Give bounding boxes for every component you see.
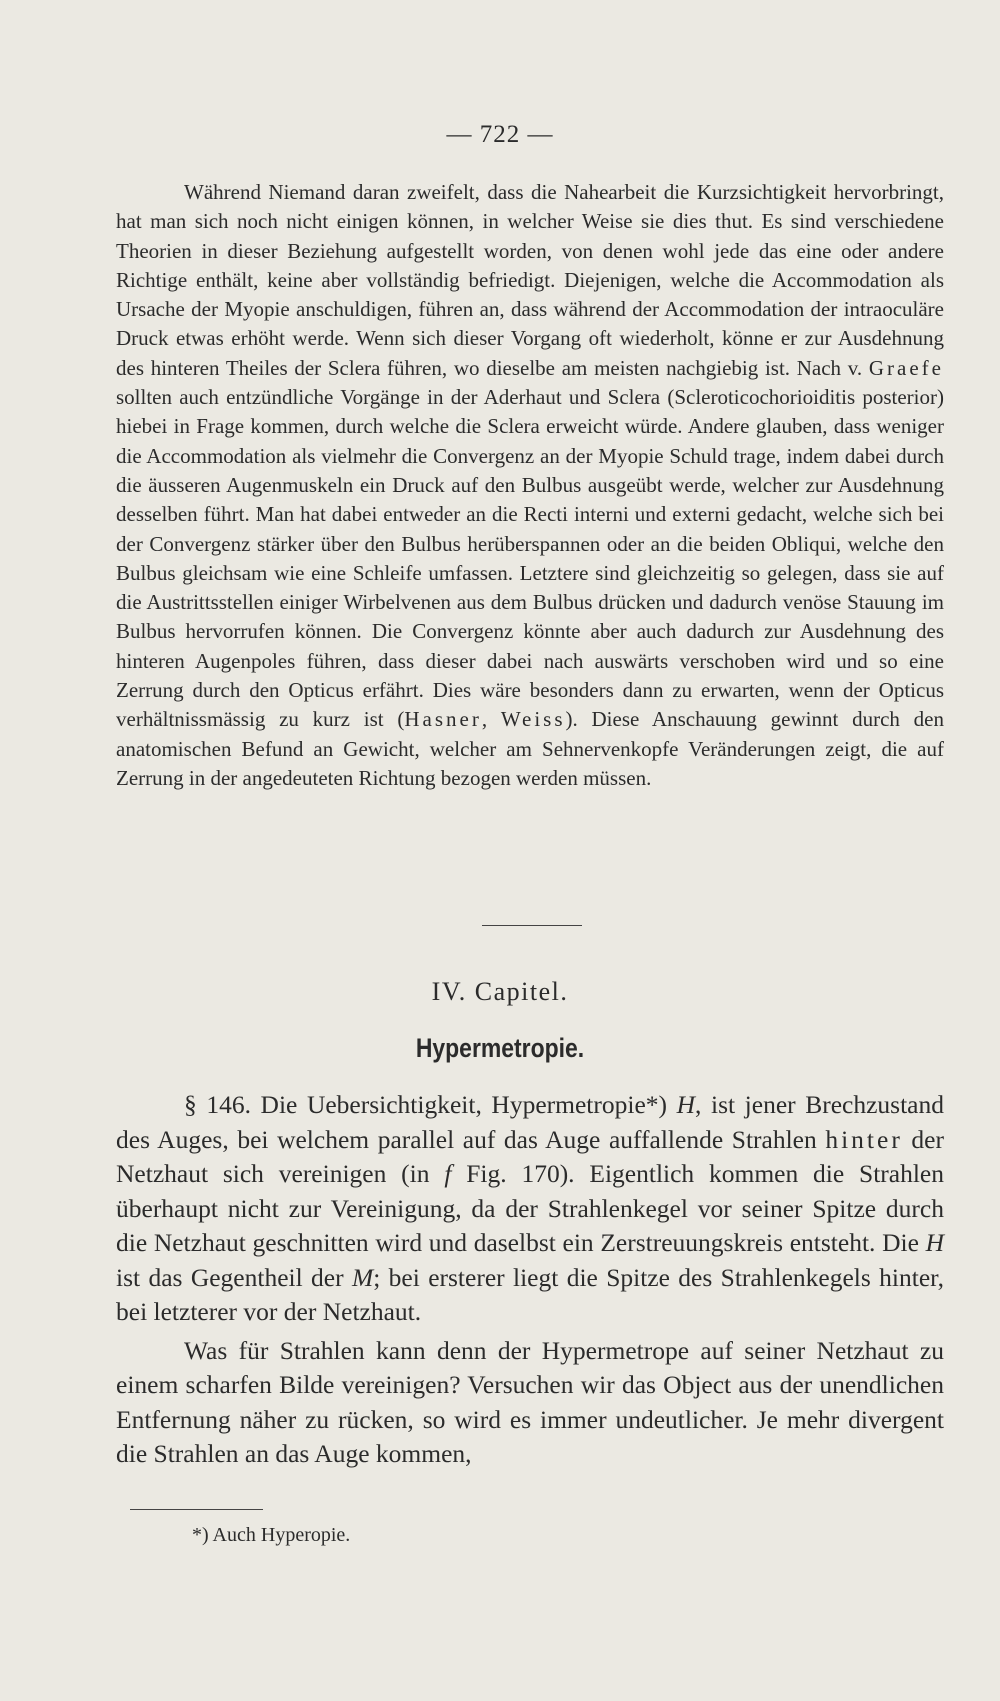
question-paragraph: Was für Strahlen kann denn der Hypermetrope auf seiner Netzhaut zu einem scharfen Bilde vereinigen? Versuchen wir das Object aus der unendlichen Entfernung näher zu rücken, so wird es immer undeutlicher. Je mehr divergent die Strahlen an das Auge kommen, — [116, 1335, 944, 1468]
author-name-graefe: Graefe — [868, 355, 944, 380]
footnote-rule — [130, 1509, 263, 1510]
intro-text: sollten auch entzündliche Vorgänge in der Aderhaut und Sclera (Scleroticochorioiditis posterior) hiebei in Frage kommen, durch welche die Sclera erweicht würde. Andere glauben, dass weniger die Accommodation als vielmehr die Convergenz an der Myopie Schuld trage, indem dabei durch die äusseren Augenmuskeln ein Druck auf den Bulbus ausgeübt werde, welcher zur Ausdehnung desselben führt. Man hat dabei entweder an die Recti interni und externi gedacht, welche sich bei der Convergenz stärker über den Bulbus herüberspannen oder an die beiden Obliqui, welche den Bulbus gleichsam wie eine Schleife umfassen. Letztere sind gleichzeitig so gelegen, dass sie auf die Austrittsstellen einiger Wirbelvenen aus dem Bulbus drücken und dadurch venöse Stauung im Bulbus hervorrufen können. Die Convergenz könnte aber auch dadurch zur Ausdehnung des hinteren Augenpoles führen, dass dieser dabei nach auswärts verschoben wird und so eine Zerrung durch den Opticus erfährt. Dies wäre besonders dann zu erwarten, wenn der Opticus verhältnissmässig zu kurz ist ( — [116, 385, 944, 732]
symbol-h: H — [676, 1090, 696, 1119]
section-text: ist das Gegentheil der — [116, 1262, 352, 1292]
symbol-h: H — [925, 1228, 944, 1257]
section-text-block — [116, 1088, 944, 1472]
page-number: — 722 — — [446, 121, 554, 148]
section-text: der Netzhaut sich vereinigen (in — [116, 1124, 944, 1188]
intro-text: , — [481, 707, 501, 732]
section-text: § 146. Die Uebersichtigkeit, Hypermetropie*) — [184, 1090, 677, 1119]
intro-text: Während Niemand daran zweifelt, dass die Nahearbeit die Kurzsichtigkeit hervorbringt, hat man sich noch nicht einigen können, in welcher Weise sie dies thut. Es sind verschiedene Theorien in dieser Beziehung aufgestellt worden, von denen wohl jede das eine oder andere Richtige enthält, keine aber vollständig befriedigt. Diejenigen, welche die Accommodation als Ursache der Myopie anschuldigen, führen an, dass während der Accommodation der intraoculäre Druck etwas erhöht werde. Wenn sich dieser Vorgang oft wiederholt, könne er zur Ausdehnung des hinteren Theiles der Sclera führen, wo dieselbe am meisten nachgiebig ist. Nach v. — [116, 180, 944, 380]
symbol-m: M — [351, 1262, 374, 1292]
chapter-heading: Hypermetropie. — [415, 1033, 585, 1063]
intro-text-block — [116, 178, 944, 793]
intro-paragraph — [116, 178, 944, 793]
section-text: , ist jener Brechzustand des Auges, bei welchem parallel auf das Auge auffallende Strahlen — [116, 1090, 944, 1154]
emphasis-hinter: hinter — [825, 1124, 903, 1154]
section-paragraph — [116, 1088, 944, 1330]
section-divider — [482, 925, 582, 926]
section-text: ; bei ersterer liegt die Spitze des Strahlenkegels hinter, bei letzterer vor der Netzhaut. — [116, 1262, 944, 1326]
section-text: Fig. 170). Eigentlich kommen die Strahlen überhaupt nicht zur Vereinigung, da der Strahlenkegel vor seiner Spitze durch die Netzhaut geschnitten wird und daselbst ein Zerstreuungskreis entsteht. Die — [116, 1159, 944, 1257]
intro-text: ). Diese Anschauung gewinnt durch den anatomischen Befund an Gewicht, welcher am Sehnervenkopfe Veränderungen zeigt, die auf Zerrung in der angedeuteten Richtung bezogen werden müssen. — [116, 707, 944, 790]
author-name-hasner: Hasner — [404, 707, 482, 732]
symbol-f: f — [444, 1159, 452, 1188]
footnote: *) Auch Hyperopie. — [192, 1524, 351, 1546]
chapter-title: IV. Capitel. — [431, 977, 569, 1006]
author-name-weiss: Weiss — [500, 707, 566, 732]
